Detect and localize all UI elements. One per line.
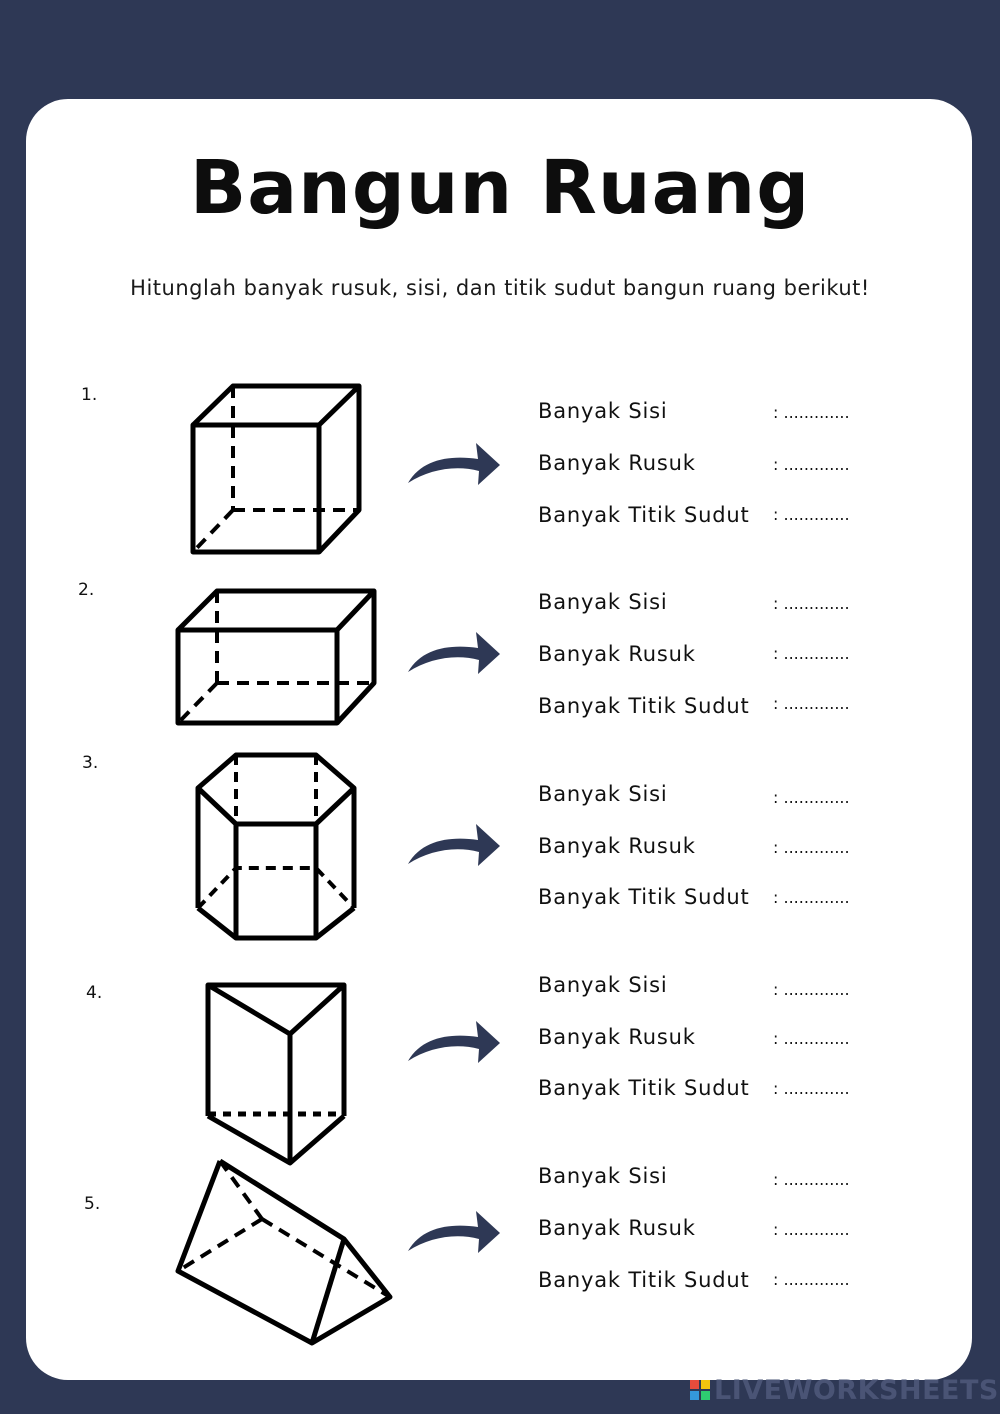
question-number: 4. (86, 983, 103, 1003)
answer-field-titik-sudut[interactable]: : ............. (773, 694, 850, 713)
answer-field-sisi[interactable]: : ............. (773, 980, 850, 999)
liveworksheets-logo-icon (690, 1380, 710, 1400)
curved-arrow-icon (404, 626, 504, 678)
answer-field-rusuk[interactable]: : ............. (773, 1220, 850, 1239)
hexagonal-prism-icon (192, 748, 362, 946)
question-number: 2. (78, 580, 95, 600)
answer-field-titik-sudut[interactable]: : ............. (773, 1270, 850, 1289)
label-rusuk: Banyak Rusuk (538, 1216, 696, 1240)
answer-field-rusuk[interactable]: : ............. (773, 455, 850, 474)
label-titik-sudut: Banyak Titik Sudut (538, 503, 750, 527)
label-sisi: Banyak Sisi (538, 590, 668, 614)
label-sisi: Banyak Sisi (538, 399, 668, 423)
question-number: 5. (84, 1194, 101, 1214)
curved-arrow-icon (404, 1015, 504, 1067)
label-rusuk: Banyak Rusuk (538, 834, 696, 858)
label-sisi: Banyak Sisi (538, 973, 668, 997)
answer-field-rusuk[interactable]: : ............. (773, 644, 850, 663)
label-titik-sudut: Banyak Titik Sudut (538, 885, 750, 909)
label-rusuk: Banyak Rusuk (538, 451, 696, 475)
page-title: Bangun Ruang (189, 145, 811, 231)
instruction-text: Hitunglah banyak rusuk, sisi, dan titik sudut bangun ruang berikut! (130, 276, 870, 300)
answer-field-sisi[interactable]: : ............. (773, 1170, 850, 1189)
watermark-text: LIVEWORKSHEETS (714, 1374, 999, 1406)
cuboid-icon (172, 585, 382, 730)
label-rusuk: Banyak Rusuk (538, 642, 696, 666)
label-titik-sudut: Banyak Titik Sudut (538, 1076, 750, 1100)
label-titik-sudut: Banyak Titik Sudut (538, 694, 750, 718)
question-number: 1. (81, 385, 98, 405)
curved-arrow-icon (404, 1205, 504, 1257)
answer-field-titik-sudut[interactable]: : ............. (773, 505, 850, 524)
curved-arrow-icon (404, 437, 504, 489)
label-rusuk: Banyak Rusuk (538, 1025, 696, 1049)
answer-field-sisi[interactable]: : ............. (773, 788, 850, 807)
answer-field-rusuk[interactable]: : ............. (773, 1029, 850, 1048)
triangular-prism-upright-icon (200, 978, 352, 1170)
answer-field-titik-sudut[interactable]: : ............. (773, 888, 850, 907)
triangular-prism-lying-icon (172, 1155, 397, 1350)
label-sisi: Banyak Sisi (538, 782, 668, 806)
label-sisi: Banyak Sisi (538, 1164, 668, 1188)
liveworksheets-watermark (690, 1376, 999, 1404)
answer-field-sisi[interactable]: : ............. (773, 403, 850, 422)
curved-arrow-icon (404, 818, 504, 870)
label-titik-sudut: Banyak Titik Sudut (538, 1268, 750, 1292)
answer-field-rusuk[interactable]: : ............. (773, 838, 850, 857)
question-number: 3. (82, 753, 99, 773)
cube-icon (185, 380, 370, 560)
answer-field-titik-sudut[interactable]: : ............. (773, 1079, 850, 1098)
answer-field-sisi[interactable]: : ............. (773, 594, 850, 613)
